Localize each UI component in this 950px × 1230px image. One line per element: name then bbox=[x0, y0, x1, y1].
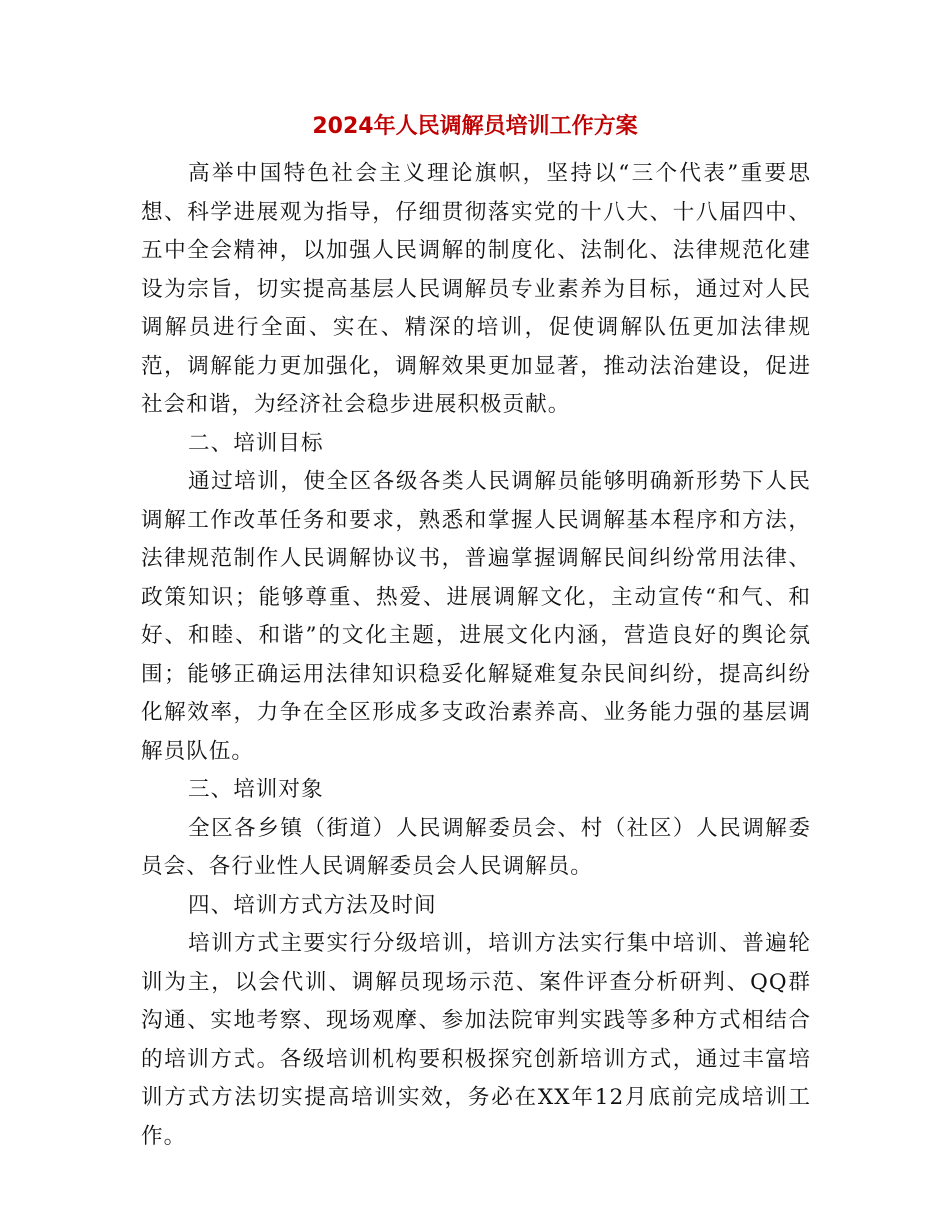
intro-paragraph: 高举中国特色社会主义理论旗帜，坚持以“三个代表”重要思想、科学进展观为指导，仔细贯彻落实党的十八大、十八届四中、五中全会精神，以加强人民调解的制度化、法制化、法律规范化建设为宗旨，切实提高基层人民调解员专业素养为目标，通过对人民调解员进行全面、实在、精深的培训，促使调解队伍更加法律规范，调解能力更加强化，调解效果更加显著，推动法治建设，促进社会和谐，为经济社会稳步进展积极贡献。 bbox=[141, 161, 811, 417]
document-body bbox=[141, 155, 811, 1156]
methods-paragraph: 培训方式主要实行分级培训，培训方法实行集中培训、普遍轮训为主，以会代训、调解员现场示范、案件评查分析研判、QQ群沟通、实地考察、现场观摩、参加法院审判实践等多种方式相结合的培训方式。各级培训机构要积极探究创新培训方式，通过丰富培训方式方法切实提高培训实效，务必在XX年12月底前完成培训工作。 bbox=[141, 931, 811, 1149]
audience-paragraph: 全区各乡镇（街道）人民调解委员会、村（社区）人民调解委员会、各行业性人民调解委员会人民调解员。 bbox=[141, 815, 811, 879]
document-title: 2024年人民调解员培训工作方案 bbox=[312, 114, 638, 139]
goals-paragraph: 通过培训，使全区各级各类人民调解员能够明确新形势下人民调解工作改革任务和要求，熟悉和掌握人民调解基本程序和方法，法律规范制作人民调解协议书，普遍掌握调解民间纠纷常用法律、政策知识；能够尊重、热爱、进展调解文化，主动宣传“和气、和好、和睦、和谐”的文化主题，进展文化内涵，营造良好的舆论氛围；能够正确运用法律知识稳妥化解疑难复杂民间纠纷，提高纠纷化解效率，力争在全区形成多支政治素养高、业务能力强的基层调解员队伍。 bbox=[141, 469, 811, 764]
section-heading-goals: 二、培训目标 bbox=[188, 430, 324, 456]
section-heading-audience: 三、培训对象 bbox=[188, 777, 324, 802]
section-heading-methods: 四、培训方式方法及时间 bbox=[188, 892, 437, 918]
